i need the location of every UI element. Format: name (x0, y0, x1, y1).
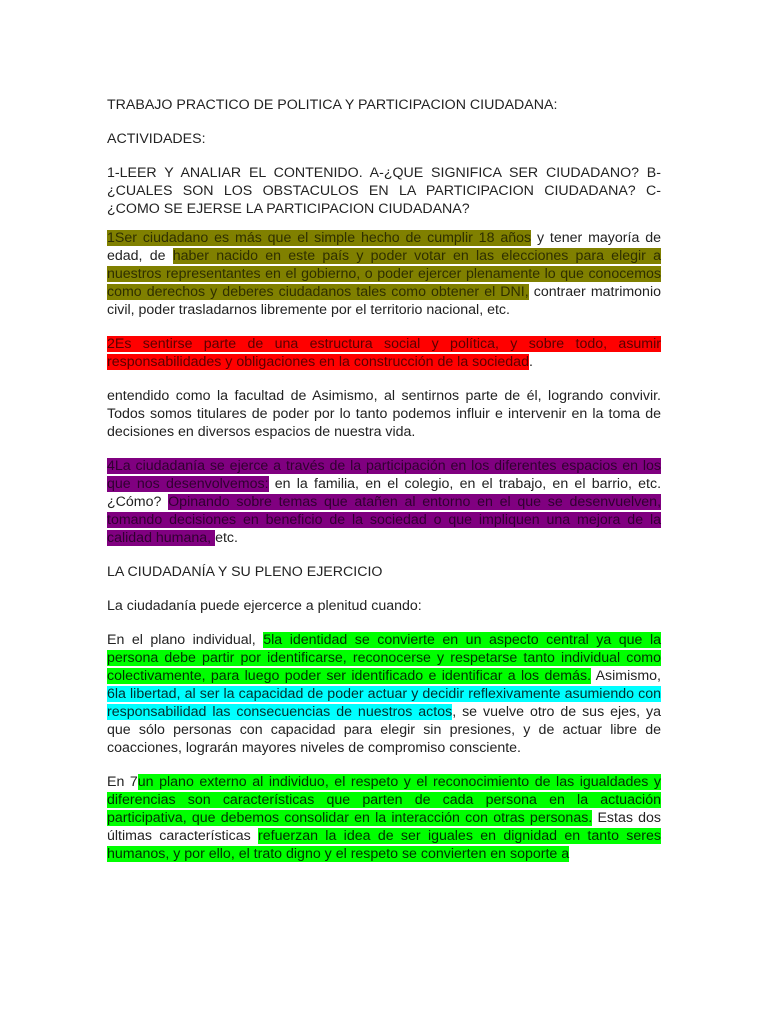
intro-paragraph: La ciudadanía puede ejercerce a plenitud cuando: (107, 598, 422, 614)
highlight-5: 5la identidad se convierte en un aspecto central ya que la persona debe partir por identificarse, reconocerse y respetarse tanto individual como colectivamente, para luego poder ser identificado e identificar a los demás. (107, 632, 661, 684)
plain-text: al sentirnos parte de él, logrando convivir. Todos somos titulares de poder por lo tanto podemos influir e intervenir en la toma de decisiones en diversos espacios de nuestra vida. (107, 388, 661, 440)
document-title: TRABAJO PRACTICO DE POLITICA Y PARTICIPACION CIUDADANA: (107, 97, 558, 113)
document-body (107, 96, 661, 863)
plain-text: . (528, 354, 533, 370)
paragraph-1 (107, 229, 661, 319)
highlight-1b: haber nacido en este país y poder votar en las elecciones para elegir a nuestros representantes en el gobierno, o poder ejercer plenamente lo que conocemos como derechos y deberes ciudadanos tales como obtener el DNI, (107, 248, 661, 300)
paragraph-3 (107, 387, 661, 441)
paragraph-5 (107, 631, 661, 757)
highlight-2: 2Es sentirse parte de una estructura social y política, y sobre todo, asumir responsabilidades y obligaciones en la construcción de la sociedad (107, 336, 661, 370)
plain-text: Estas dos últimas características (107, 810, 661, 844)
highlight-7b: refuerzan la idea de ser iguales en dignidad en tanto seres humanos, y por ello, el trato digno y el respeto se convierten en soporte a (107, 828, 661, 862)
highlight-4b: Opinando sobre temas que atañen al entorno en el que se desenvuelven, tomando decisiones en beneficio de la sociedad o que impliquen una mejora de la calidad humana, (107, 494, 662, 546)
plain-text: Asimismo, (591, 668, 661, 684)
plain-text: y tener mayoría de edad, de (107, 230, 661, 264)
highlight-1a: 1Ser ciudadano es más que el simple hecho de cumplir 18 años (107, 230, 532, 246)
plain-text: Asimismo, (312, 388, 384, 404)
highlight-6: 6la libertad, al ser la capacidad de poder actuar y decidir reflexivamente asumiendo con responsabilidad las consecuencias de nuestros actos (107, 686, 661, 720)
activities-heading: ACTIVIDADES: (107, 131, 206, 147)
plain-text: etc. (215, 530, 238, 546)
highlight-4a: 4La ciudadanía se ejerce a través de la participación en los diferentes espacios en los que nos desenvolvemos: (107, 458, 661, 492)
paragraph-4 (107, 457, 661, 547)
plain-text: en la familia, en el colegio, en el trabajo, en el barrio, etc. ¿Cómo? (107, 476, 662, 510)
paragraph-2 (107, 335, 661, 371)
section-heading: LA CIUDADANÍA Y SU PLENO EJERCICIO (107, 564, 383, 580)
plain-text: , se vuelve otro de sus ejes, ya que sólo personas con capacidad para elegir sin presiones, y de actuar libre de coacciones, lograrán mayores niveles de compromiso consciente. (107, 704, 661, 756)
plain-text: En 7 (107, 774, 138, 790)
paragraph-6 (107, 773, 661, 863)
instructions-paragraph: 1-LEER Y ANALIAR EL CONTENIDO. A-¿QUE SIGNIFICA SER CIUDADANO? B-¿CUALES SON LOS OBSTACULOS EN LA PARTICIPACION CIUDADANA? C-¿COMO SE EJERSE LA PARTICIPACION CIUDADANA? (107, 165, 661, 217)
plain-text: entendido como la facultad de (107, 388, 313, 404)
highlight-7a: un plano externo al individuo, el respeto y el reconocimiento de las igualdades y diferencias son características que parten de cada persona en la actuación participativa, que debemos consolidar en la interacción con otras personas. (107, 774, 661, 826)
plain-text: En el plano individual, (107, 632, 264, 648)
plain-text: contraer matrimonio civil, poder trasladarnos libremente por el territorio nacional, etc. (107, 284, 661, 318)
